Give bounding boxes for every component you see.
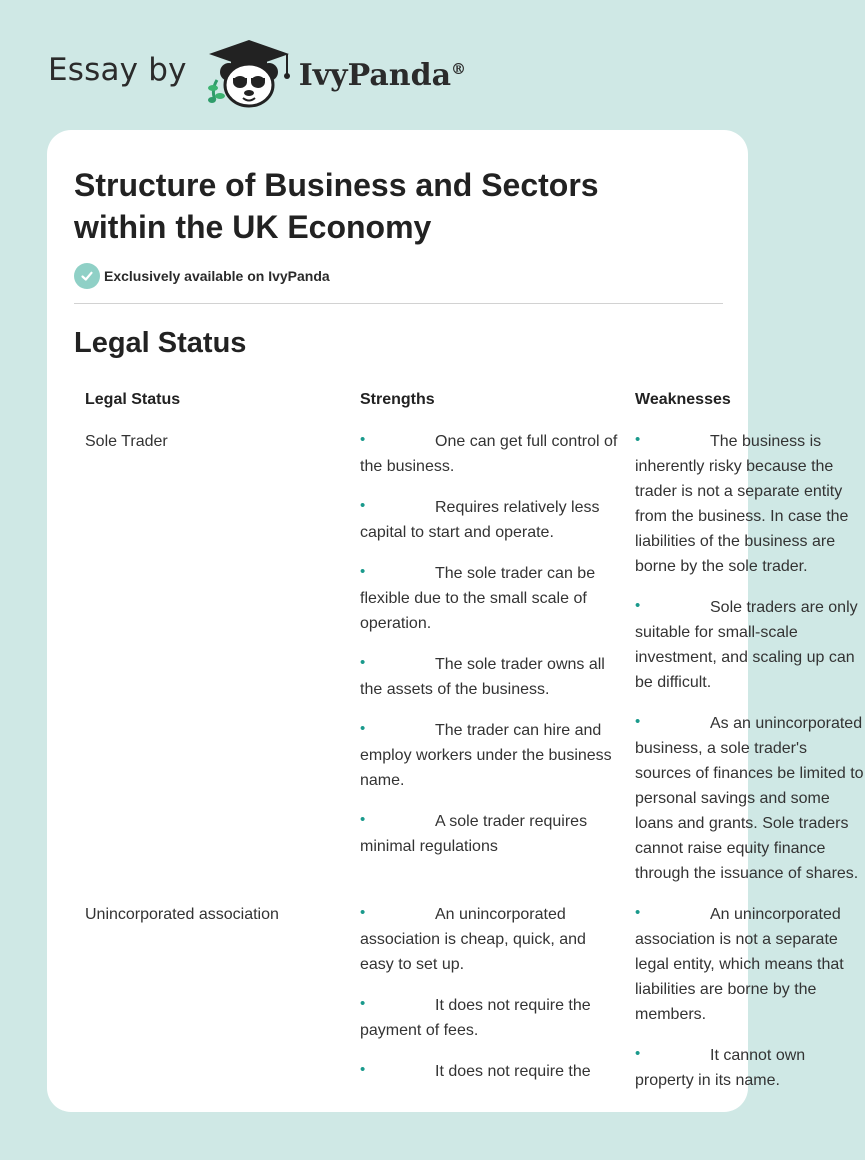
list-item: • A sole trader requires minimal regulations bbox=[360, 811, 588, 855]
brand-prefix: Essay by bbox=[48, 52, 187, 88]
exclusive-badge bbox=[74, 263, 330, 289]
table-row bbox=[85, 429, 865, 902]
header-legal-status: Legal Status bbox=[85, 391, 181, 408]
list-item: • The trader can hire and employ workers under the business name. bbox=[360, 720, 612, 789]
row-status: Sole Trader bbox=[85, 433, 168, 450]
check-circle-icon bbox=[74, 263, 100, 289]
brand-name: IvyPanda® bbox=[298, 57, 467, 93]
essay-card bbox=[47, 130, 864, 1112]
row-status: Unincorporated association bbox=[85, 906, 279, 923]
legal-status-table bbox=[85, 387, 865, 1109]
bullet-icon: • bbox=[360, 904, 366, 921]
list-item: • The sole trader owns all the assets of the business. bbox=[360, 654, 605, 698]
checkmark-icon bbox=[80, 269, 94, 283]
strengths-list bbox=[360, 902, 635, 1109]
list-item: • It cannot own property in its name. bbox=[635, 1045, 806, 1089]
list-item: • Requires relatively less capital to start and operate. bbox=[360, 497, 600, 541]
bullet-icon: • bbox=[360, 654, 366, 671]
strengths-list bbox=[360, 429, 635, 902]
list-item: • The business is inherently risky because the trader is not a separate entity from the business. In case the liabilities of the business are borne by the sole trader. bbox=[635, 431, 849, 575]
bullet-icon: • bbox=[635, 431, 641, 448]
list-item: • As an unincorporated business, a sole trader's sources of finances be limited to personal savings and some loans and grants. Sole traders cannot raise equity finance through the issuance of shares. bbox=[635, 713, 864, 882]
table-header-row bbox=[85, 387, 865, 429]
weaknesses-list bbox=[635, 429, 865, 902]
bullet-icon: • bbox=[635, 713, 641, 730]
panda-logo-icon bbox=[203, 38, 295, 110]
list-item: • The sole trader can be flexible due to the small scale of operation. bbox=[360, 563, 596, 632]
header-strengths: Strengths bbox=[360, 391, 435, 408]
table-row bbox=[85, 902, 865, 1109]
title-divider bbox=[74, 303, 723, 304]
bullet-icon: • bbox=[635, 597, 641, 614]
header-weaknesses: Weaknesses bbox=[635, 391, 731, 408]
list-item: • It does not require the payment of fees. bbox=[360, 995, 591, 1039]
bullet-icon: • bbox=[360, 431, 366, 448]
brand-header[interactable] bbox=[48, 38, 466, 110]
weaknesses-list bbox=[635, 902, 865, 1109]
section-heading: Legal Status bbox=[74, 327, 247, 359]
list-item: • Sole traders are only suitable for small-scale investment, and scaling up can be difficult. bbox=[635, 597, 858, 691]
bullet-icon: • bbox=[360, 995, 366, 1012]
list-item: • An unincorporated association is cheap, quick, and easy to set up. bbox=[360, 904, 586, 973]
list-item: • It does not require the bbox=[360, 1061, 591, 1080]
bullet-icon: • bbox=[360, 497, 366, 514]
bullet-icon: • bbox=[360, 563, 366, 580]
page-title: Structure of Business and Sectors within the UK Economy bbox=[74, 167, 599, 245]
bullet-icon: • bbox=[360, 1061, 366, 1078]
list-item: • One can get full control of the business. bbox=[360, 431, 618, 475]
bullet-icon: • bbox=[360, 811, 366, 828]
badge-label: Exclusively available on IvyPanda bbox=[104, 268, 330, 284]
bullet-icon: • bbox=[635, 1045, 641, 1062]
bullet-icon: • bbox=[360, 720, 366, 737]
list-item: • An unincorporated association is not a separate legal entity, which means that liabilities are borne by the members. bbox=[635, 904, 844, 1023]
bullet-icon: • bbox=[635, 904, 641, 921]
